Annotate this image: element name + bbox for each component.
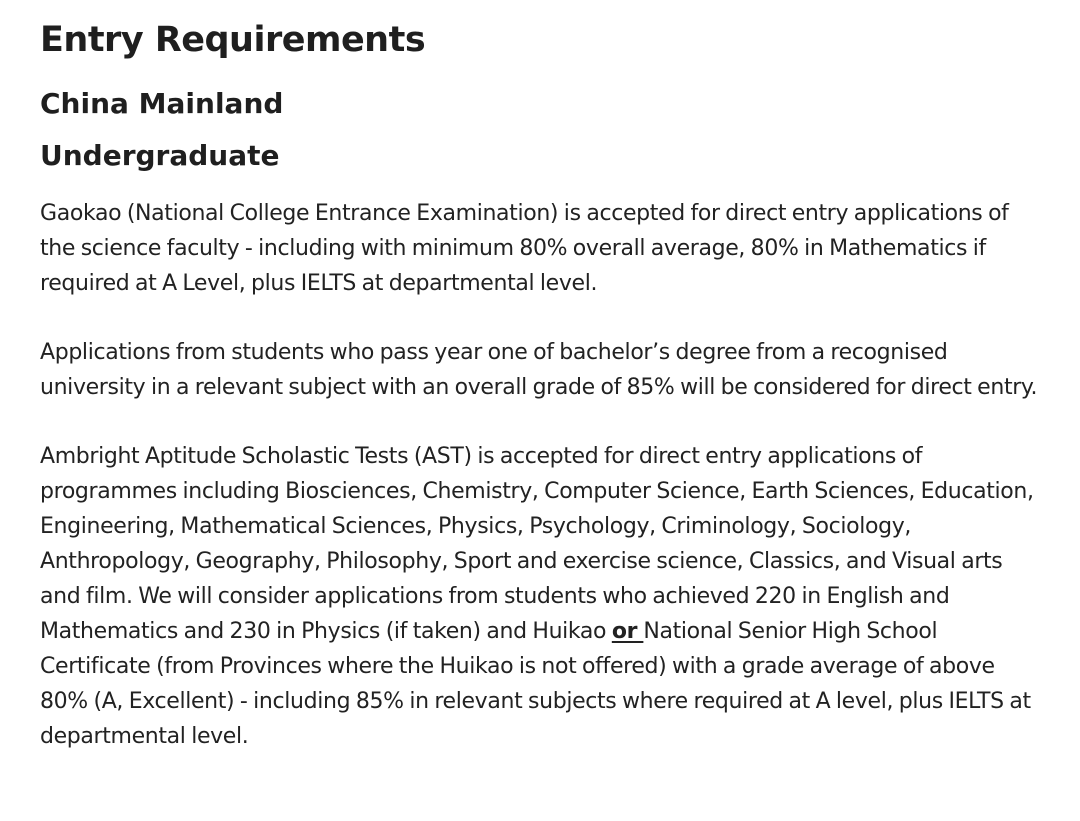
ast-paragraph xyxy=(40,439,1040,754)
year-one-paragraph: Applications from students who pass year one of bachelor’s degree from a recognised university in a relevant subject with an overall grade of 85% will be considered for direct entry. xyxy=(40,340,1038,400)
study-level-heading: Undergraduate xyxy=(40,139,280,172)
emphasis-or: or xyxy=(611,619,644,644)
gaokao-paragraph: Gaokao (National College Entrance Examination) is accepted for direct entry applications of the science faculty - including with minimum 80% overall average, 80% in Mathematics if required at A Level, plus IELTS at departmental level. xyxy=(40,201,1009,296)
ast-paragraph-text-end: National Senior High School Certificate (from Provinces where the Huikao is not offered) with a grade average of above 80% (A, Excellent) - including 85% in relevant subjects where required at A level, plus IELTS at departmental level. xyxy=(40,619,1031,749)
page-title: Entry Requirements xyxy=(40,20,426,60)
ast-paragraph-text-start: Ambright Aptitude Scholastic Tests (AST) is accepted for direct entry applications of programmes including Biosciences, Chemistry, Computer Science, Earth Sciences, Education, Engineering, Mathematical Sciences, Physics, Psychology, Criminology, Sociology, Anthropology, Geography, Philosophy, Sport and exercise science, Classics, and Visual arts and film. We will consider applications from students who achieved 220 in English and Mathematics and 230 in Physics (if taken) and Huikao xyxy=(40,444,1034,644)
region-heading: China Mainland xyxy=(40,87,284,120)
